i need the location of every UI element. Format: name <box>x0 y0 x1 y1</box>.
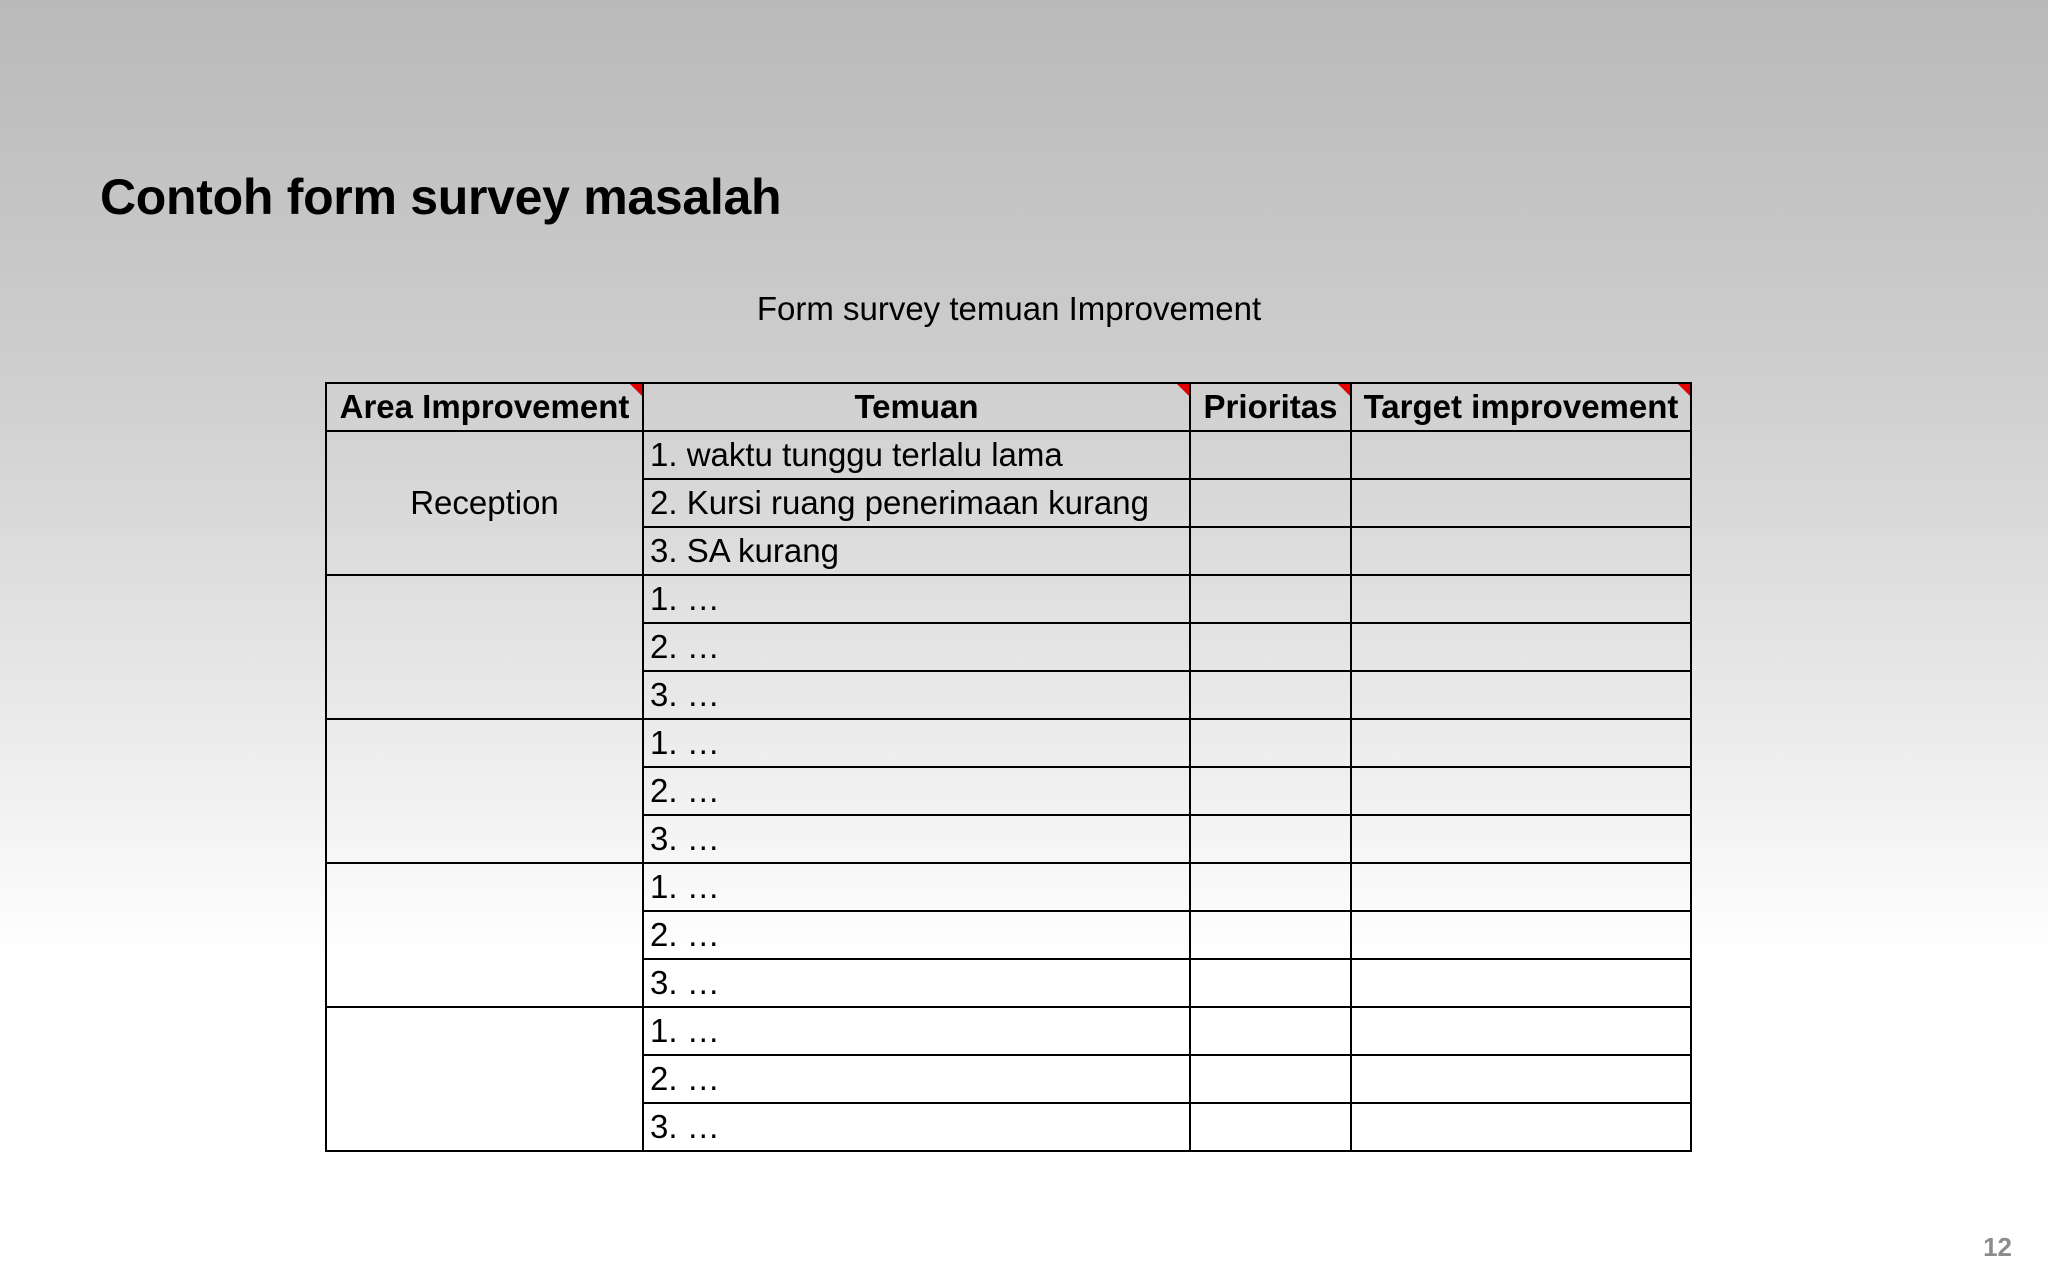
survey-table <box>325 382 1692 1152</box>
prioritas-cell[interactable] <box>1190 479 1351 527</box>
temuan-cell[interactable]: 3. SA kurang <box>643 527 1190 575</box>
prioritas-cell[interactable] <box>1190 575 1351 623</box>
target-cell[interactable] <box>1351 623 1691 671</box>
prioritas-cell[interactable] <box>1190 863 1351 911</box>
table-row <box>326 863 1691 911</box>
target-cell[interactable] <box>1351 479 1691 527</box>
temuan-cell[interactable]: 1. waktu tunggu terlalu lama <box>643 431 1190 479</box>
prioritas-cell[interactable] <box>1190 1055 1351 1103</box>
prioritas-cell[interactable] <box>1190 431 1351 479</box>
target-cell[interactable] <box>1351 671 1691 719</box>
area-cell[interactable] <box>326 575 643 719</box>
target-cell[interactable] <box>1351 767 1691 815</box>
comment-indicator-icon[interactable] <box>1338 384 1350 396</box>
table-row <box>326 1007 1691 1055</box>
table-row <box>326 575 1691 623</box>
page-number: 12 <box>1983 1232 2012 1262</box>
comment-indicator-icon[interactable] <box>1177 384 1189 396</box>
table-row <box>326 719 1691 767</box>
header-row <box>326 383 1691 431</box>
table-row <box>326 431 1691 479</box>
temuan-cell[interactable]: 3. … <box>643 959 1190 1007</box>
comment-indicator-icon[interactable] <box>1678 384 1690 396</box>
area-cell[interactable] <box>326 719 643 863</box>
target-cell[interactable] <box>1351 719 1691 767</box>
temuan-cell[interactable]: 1. … <box>643 863 1190 911</box>
header-label: Prioritas <box>1203 388 1338 425</box>
prioritas-cell[interactable] <box>1190 527 1351 575</box>
area-cell[interactable] <box>326 863 643 1007</box>
slide-title: Contoh form survey masalah <box>100 169 782 225</box>
header-area-improvement <box>326 383 643 431</box>
header-label: Target improvement <box>1363 388 1679 425</box>
temuan-cell[interactable]: 1. … <box>643 719 1190 767</box>
prioritas-cell[interactable] <box>1190 911 1351 959</box>
header-target-improvement <box>1351 383 1691 431</box>
header-prioritas <box>1190 383 1351 431</box>
temuan-cell[interactable]: 1. … <box>643 1007 1190 1055</box>
prioritas-cell[interactable] <box>1190 815 1351 863</box>
temuan-cell[interactable]: 3. … <box>643 1103 1190 1151</box>
comment-indicator-icon[interactable] <box>630 384 642 396</box>
prioritas-cell[interactable] <box>1190 959 1351 1007</box>
header-temuan <box>643 383 1190 431</box>
prioritas-cell[interactable] <box>1190 1007 1351 1055</box>
temuan-cell[interactable]: 2. … <box>643 623 1190 671</box>
target-cell[interactable] <box>1351 815 1691 863</box>
prioritas-cell[interactable] <box>1190 623 1351 671</box>
temuan-cell[interactable]: 3. … <box>643 671 1190 719</box>
target-cell[interactable] <box>1351 527 1691 575</box>
prioritas-cell[interactable] <box>1190 1103 1351 1151</box>
target-cell[interactable] <box>1351 431 1691 479</box>
table-caption: Form survey temuan Improvement <box>756 290 1262 327</box>
target-cell[interactable] <box>1351 1007 1691 1055</box>
temuan-cell[interactable]: 2. … <box>643 1055 1190 1103</box>
header-label: Temuan <box>854 388 979 425</box>
temuan-cell[interactable]: 2. Kursi ruang penerimaan kurang <box>643 479 1190 527</box>
target-cell[interactable] <box>1351 863 1691 911</box>
temuan-cell[interactable]: 1. … <box>643 575 1190 623</box>
table-body <box>326 431 1691 1151</box>
temuan-cell[interactable]: 2. … <box>643 767 1190 815</box>
prioritas-cell[interactable] <box>1190 719 1351 767</box>
prioritas-cell[interactable] <box>1190 671 1351 719</box>
target-cell[interactable] <box>1351 959 1691 1007</box>
target-cell[interactable] <box>1351 575 1691 623</box>
target-cell[interactable] <box>1351 1103 1691 1151</box>
target-cell[interactable] <box>1351 911 1691 959</box>
prioritas-cell[interactable] <box>1190 767 1351 815</box>
target-cell[interactable] <box>1351 1055 1691 1103</box>
header-label: Area Improvement <box>339 388 630 425</box>
temuan-cell[interactable]: 3. … <box>643 815 1190 863</box>
area-cell[interactable]: Reception <box>326 431 643 575</box>
temuan-cell[interactable]: 2. … <box>643 911 1190 959</box>
area-cell[interactable] <box>326 1007 643 1151</box>
